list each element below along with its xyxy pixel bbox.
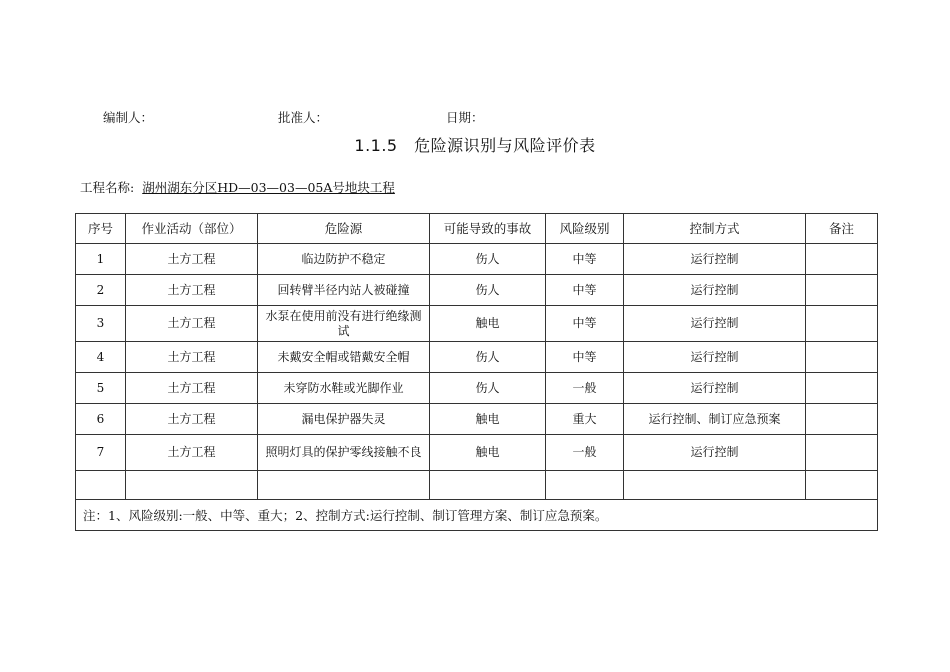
empty-cell [546, 471, 624, 500]
table-header-row [76, 214, 878, 244]
cell-activity: 土方工程 [126, 275, 258, 306]
project-name: 湖州湖东分区HD—03—03—05A号地块工程 [142, 180, 395, 195]
cell-accident: 触电 [430, 435, 546, 471]
cell-activity: 土方工程 [126, 435, 258, 471]
cell-control: 运行控制 [624, 435, 806, 471]
cell-level: 中等 [546, 342, 624, 373]
cell-activity: 土方工程 [126, 306, 258, 342]
hazard-table [75, 213, 878, 531]
table-row [76, 275, 878, 306]
cell-remark [806, 244, 878, 275]
empty-cell [806, 471, 878, 500]
cell-remark [806, 373, 878, 404]
table-row [76, 306, 878, 342]
date-label: 日期： [446, 110, 484, 125]
cell-accident: 伤人 [430, 342, 546, 373]
cell-level: 中等 [546, 306, 624, 342]
cell-no: 4 [76, 342, 126, 373]
table-row [76, 404, 878, 435]
cell-control: 运行控制 [624, 373, 806, 404]
page-title: 1.1.5 危险源识别与风险评价表 [354, 136, 596, 155]
header-accident: 可能导致的事故 [430, 214, 546, 244]
project-line [80, 178, 407, 196]
table-row [76, 244, 878, 275]
table-row [76, 373, 878, 404]
empty-cell [624, 471, 806, 500]
editor-label: 编制人： [103, 110, 154, 125]
cell-remark [806, 306, 878, 342]
cell-control: 运行控制 [624, 244, 806, 275]
cell-accident: 伤人 [430, 244, 546, 275]
cell-control: 运行控制 [624, 342, 806, 373]
cell-level: 中等 [546, 244, 624, 275]
header-activity: 作业活动（部位） [126, 214, 258, 244]
cell-remark [806, 435, 878, 471]
cell-hazard: 临边防护不稳定 [258, 244, 430, 275]
cell-activity: 土方工程 [126, 404, 258, 435]
cell-remark [806, 342, 878, 373]
cell-no: 2 [76, 275, 126, 306]
cell-level: 重大 [546, 404, 624, 435]
empty-cell [126, 471, 258, 500]
cell-hazard: 回转臂半径内站人被碰撞 [258, 275, 430, 306]
empty-row [76, 471, 878, 500]
cell-control: 运行控制 [624, 306, 806, 342]
cell-hazard: 水泵在使用前没有进行绝缘测试 [258, 306, 430, 342]
header-hazard: 危险源 [258, 214, 430, 244]
cell-hazard: 未戴安全帽或错戴安全帽 [258, 342, 430, 373]
empty-cell [258, 471, 430, 500]
cell-control: 运行控制 [624, 275, 806, 306]
cell-no: 5 [76, 373, 126, 404]
approver-label: 批准人： [278, 110, 329, 125]
project-label: 工程名称: [80, 180, 135, 195]
cell-accident: 触电 [430, 404, 546, 435]
cell-no: 1 [76, 244, 126, 275]
cell-accident: 触电 [430, 306, 546, 342]
cell-no: 6 [76, 404, 126, 435]
cell-hazard: 漏电保护器失灵 [258, 404, 430, 435]
cell-hazard: 未穿防水鞋或光脚作业 [258, 373, 430, 404]
cell-hazard: 照明灯具的保护零线接触不良 [258, 435, 430, 471]
table-row [76, 435, 878, 471]
header-control: 控制方式 [624, 214, 806, 244]
cell-level: 中等 [546, 275, 624, 306]
cell-control: 运行控制、制订应急预案 [624, 404, 806, 435]
cell-activity: 土方工程 [126, 342, 258, 373]
cell-activity: 土方工程 [126, 244, 258, 275]
cell-remark [806, 275, 878, 306]
header-remark: 备注 [806, 214, 878, 244]
header-no: 序号 [76, 214, 126, 244]
cell-accident: 伤人 [430, 373, 546, 404]
cell-level: 一般 [546, 435, 624, 471]
header-level: 风险级别 [546, 214, 624, 244]
cell-no: 7 [76, 435, 126, 471]
cell-accident: 伤人 [430, 275, 546, 306]
note-row [76, 500, 878, 531]
cell-no: 3 [76, 306, 126, 342]
table-row [76, 342, 878, 373]
table-note: 注：1、风险级别:一般、中等、重大；2、控制方式:运行控制、制订管理方案、制订应急预案。 [76, 500, 878, 531]
empty-cell [76, 471, 126, 500]
empty-cell [430, 471, 546, 500]
cell-activity: 土方工程 [126, 373, 258, 404]
cell-remark [806, 404, 878, 435]
cell-level: 一般 [546, 373, 624, 404]
